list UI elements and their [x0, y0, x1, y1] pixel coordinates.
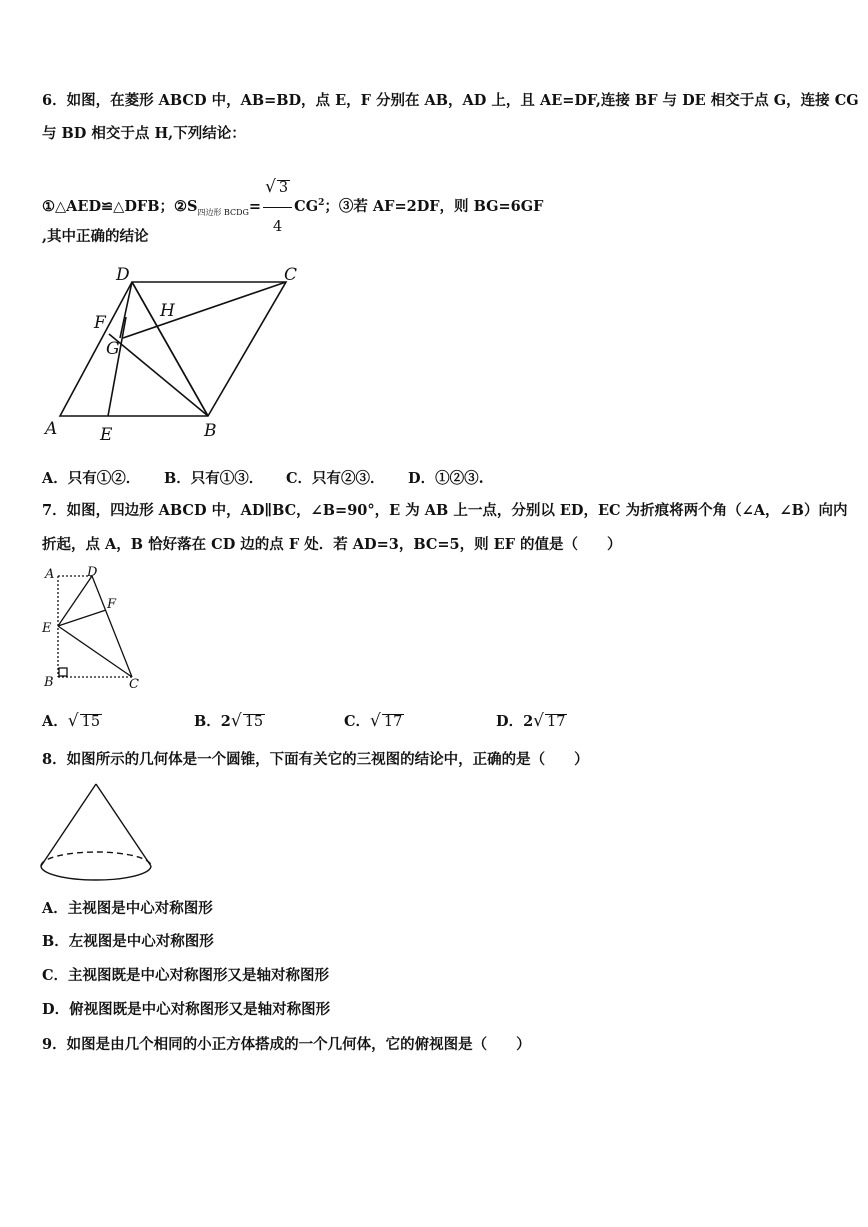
q7-option-a-prefix: A．: [42, 713, 68, 730]
q6-label-A: A: [45, 419, 58, 439]
q8-option-c[interactable]: C．主视图既是中心对称图形又是轴对称图形: [42, 967, 330, 984]
q7-label-B: B: [44, 675, 54, 690]
q6-cg: CG: [294, 198, 319, 215]
q7-option-b-radicand: 15: [244, 714, 264, 730]
q6-option-a[interactable]: A．只有①②．: [42, 470, 141, 487]
q7-label-D: D: [87, 565, 98, 580]
q6-equals: =: [248, 198, 262, 215]
q6-area-subscript: 四边形 BCDG: [197, 208, 249, 217]
q6-label-G: G: [106, 339, 120, 359]
q7-label-A: A: [45, 567, 55, 582]
radical-icon: √: [230, 711, 242, 731]
q8-option-a[interactable]: A．主视图是中心对称图形: [42, 900, 213, 917]
q6-fraction: [263, 168, 292, 246]
q6-label-H: H: [160, 301, 175, 321]
q7-text-line2: 折起，点 A，B 恰好落在 CD 边的点 F 处．若 AD=3，BC=5，则 EF 的值是（ ）: [42, 536, 622, 553]
q6-option-b[interactable]: B．只有①③．: [164, 470, 264, 487]
q6-text-line2: 与 BD 相交于点 H,下列结论：: [42, 125, 246, 142]
q9-text-line1: 9．如图是由几个相同的小正方体搭成的一个几何体，它的俯视图是（ ）: [42, 1036, 531, 1053]
q6-frac-den: 4: [273, 219, 283, 235]
q8-text-line1: 8．如图所示的几何体是一个圆锥，下面有关它的三视图的结论中，正确的是（ ）: [42, 751, 589, 768]
radical-icon: √: [265, 177, 276, 197]
q6-label-C: C: [284, 265, 298, 285]
q8-cone-figure: [38, 780, 158, 890]
q7-label-C: C: [129, 677, 139, 692]
q6-conclusion-1: ①△AED≌△DFB；②S: [42, 198, 198, 215]
q7-option-d-radicand: 17: [547, 714, 566, 730]
q6-text-line4: ,其中正确的结论: [42, 228, 149, 245]
q6-text-line1: 6．如图，在菱形 ABCD 中，AB=BD，点 E，F 分别在 AB，AD 上，且 AE=DF,连接 BF 与 DE 相交于点 G，连接 CG: [42, 92, 859, 109]
q7-option-d-prefix: D．2: [496, 713, 534, 730]
q7-label-F: F: [107, 597, 117, 612]
q7-option-c-prefix: C．: [344, 713, 371, 730]
q6-option-c[interactable]: C．只有②③．: [286, 470, 385, 487]
q7-option-b-prefix: B．2: [194, 713, 231, 730]
q7-option-c-radicand: 17: [383, 714, 403, 730]
q8-option-b[interactable]: B．左视图是中心对称图形: [42, 933, 214, 950]
q7-option-a[interactable]: [42, 710, 102, 731]
q6-rhombus-figure: [40, 262, 310, 452]
q8-option-d[interactable]: D．俯视图既是中心对称图形又是轴对称图形: [42, 1001, 331, 1018]
q7-quadrilateral-figure: [40, 564, 150, 694]
q7-option-a-radicand: 15: [81, 714, 101, 730]
q7-text-line1: 7．如图，四边形 ABCD 中，AD∥BC，∠B=90°，E 为 AB 上一点，分别以 ED，EC 为折痕将两个角（∠A，∠B）向内: [42, 502, 848, 519]
q6-cg-sup: 2: [318, 198, 325, 208]
radical-icon: √: [370, 711, 381, 731]
q7-option-d[interactable]: [496, 710, 567, 731]
q6-label-F: F: [94, 313, 106, 333]
q6-conclusion-3: ；③若 AF=2DF，则 BG=6GF: [324, 198, 544, 215]
q6-label-D: D: [116, 265, 130, 285]
q7-option-b[interactable]: [194, 710, 265, 731]
q6-frac-num: 3: [278, 180, 289, 196]
q6-option-d[interactable]: D．①②③.: [408, 470, 484, 487]
radical-icon: √: [533, 711, 545, 731]
q6-label-B: B: [204, 421, 217, 441]
radical-icon: √: [67, 711, 79, 731]
q7-option-c[interactable]: [344, 710, 404, 731]
q6-label-E: E: [100, 425, 113, 445]
q7-label-E: E: [42, 621, 52, 636]
